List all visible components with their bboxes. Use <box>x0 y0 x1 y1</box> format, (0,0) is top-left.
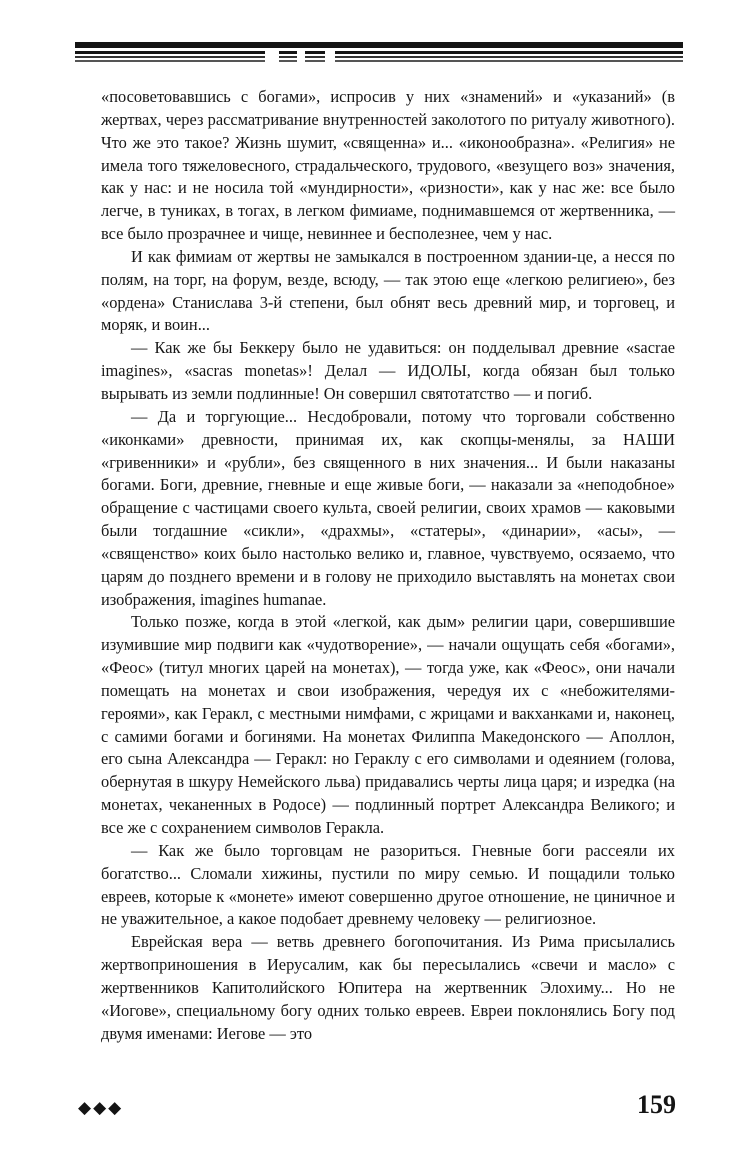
paragraph-6: — Как же было торговцам не разориться. Гневные боги рассеяли их богатство... Сломали хижины, пустили по миру семью. И пощадили только евреев, которые к «монете» имеют совершенно другое отношение, не циничное и не уважительное, а какое подобает древнему человеку — религиозное. <box>101 840 675 929</box>
header-rule <box>75 42 683 64</box>
page-number: 159 <box>637 1090 676 1119</box>
body-text <box>101 86 675 1045</box>
paragraph-4: — Да и торгующие... Несдобровали, потому что торговали собственно «иконками» древности, принимая их, как скопцы-менялы, за НАШИ «гривенники» и «рубли», без священного в них значения... И были наказаны богами. Боги, древние, гневные и еще живые боги, — наказали за «неподобное» обращение с частицами своего культа, своей религии, своих храмов — каковыми были тогдашние «сикли», «драхмы», «статеры», «динарии», «асы», — «священство» коих было настолько велико и, главное, чувствуемо, осязаемо, что царям до позднего времени и в голову не приходило выставлять на монетах свои изображения, imagines humanae. <box>101 406 675 609</box>
diamond-ornament-icon: ◆◆◆ <box>78 1098 124 1118</box>
paragraph-7: Еврейская вера — ветвь древнего богопочитания. Из Рима присылались жертвоприношения в Иерусалим, как бы пересылались «свечи и масло» с жертвенников Капитолийского Юпитера на жертвенник Элохиму... Но не «Иогове», специальному богу одних только евреев. Евреи поклонялись Богу под двумя именами: Иегове — это <box>101 932 675 1043</box>
paragraph-5: Только позже, когда в этой «легкой, как дым» религии цари, совершившие изумившие мир подвиги как «чудотворение», — начали ощущать себя «богами», «Феос» (титул многих царей на монетах), — тогда уже, как «Феос», они начали помещать на монетах и свои изображения, чередуя их с «небожителями-героями», как Геракл, с местными нимфами, с жрицами и вакханками и, наконец, с самими богами и богинями. На монетах Филиппа Македонского — Аполлон, его сына Александра — Геракл: но Гераклу с его символами и одеянием (голова, обернутая в шкуру Немейского льва) придавались черты лица царя; и изредка (на монетах, чеканенных в Родосе) — подлинный портрет Александра Великого; и все же с сохранением символов Геракла. <box>101 612 675 837</box>
paragraph-1: «посоветовавшись с богами», испросив у них «знамений» и «указаний» (в жертвах, через рассматривание внутренностей заколотого по ритуалу животного). Что же это такое? Жизнь шумит, «священна» и... «иконообразна». «Религия» не имела того тяжеловесного, страдальческого, трудового, «везущего воз» значения, как у нас: и не носила той «мундирности», «ризности», как у нас же: все было легче, в туниках, в тогах, в легком фимиаме, поднимавшемся от жертвенника, — все было прозрачнее и чище, невиннее и бесполезнее, чем у нас. <box>101 87 675 244</box>
paragraph-3: — Как же бы Беккеру было не удавиться: он подделывал древние «sacrae imagines», «sacras monetas»! Делал — ИДОЛЫ, когда обязан был только вырывать из земли подлинные! Он совершил святотатство — и погиб. <box>101 338 675 403</box>
paragraph-2: И как фимиам от жертвы не замыкался в построенном здании-це, а несся по полям, на торг, на форум, везде, всюду, — так этою еще «легкою религиею», без «ордена» Станислава 3-й степени, был обнят весь древний мир, и торговец, и моряк, и воин... <box>101 246 675 335</box>
